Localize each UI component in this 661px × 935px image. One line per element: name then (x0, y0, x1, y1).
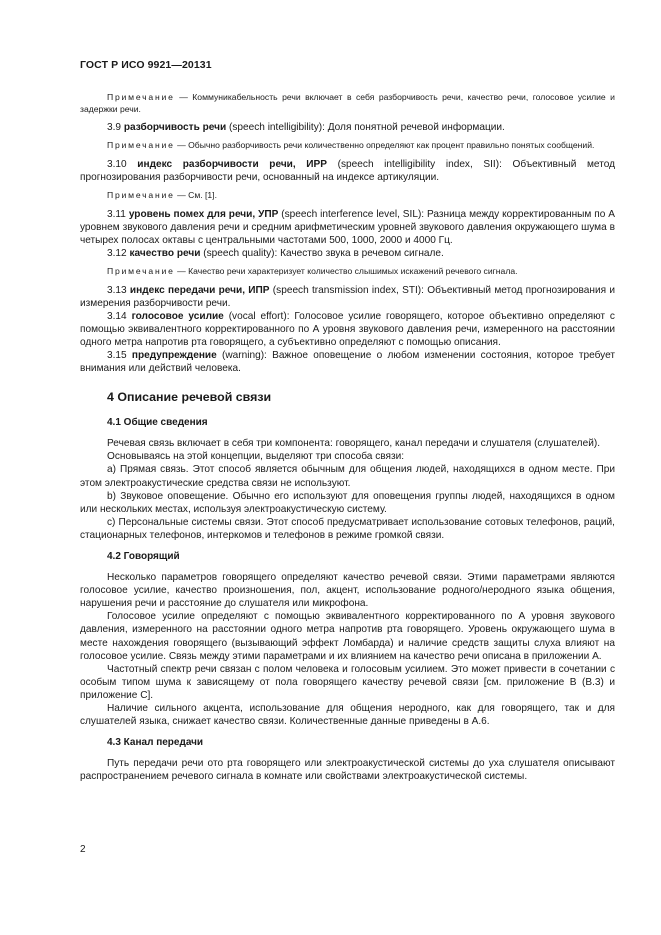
paragraph: Голосовое усилие определяют с помощью эквивалентного корректированного по А уровня звукового давления, измеренного на расстоянии одного метра напротив рта говорящего. Уровень окружающего шума в месте нахождения говорящего (вызывающий эффект Ломбарда) и наличие средств защиты слуха влияют на голосовое усилие. Связь между этими параметрами и их влиянием на качество речи описана в приложении А. (80, 611, 615, 662)
page-content (80, 92, 615, 783)
note-4: Примечание — Качество речи характеризует количество слышимых искажений речевого сигнала. (107, 266, 518, 277)
paragraph: Речевая связь включает в себя три компонента: говорящего, канал передачи и слушателя (слушателей). (107, 438, 600, 450)
term-3-15: 3.15 предупреждение (warning): Важное оповещение о любом изменении состояния, которое требует внимания или действий человека. (80, 350, 615, 375)
section-4-1-heading: 4.1 Общие сведения (107, 417, 208, 429)
term-3-9: 3.9 разборчивость речи (speech intelligibility): Доля понятной речевой информации. (107, 122, 505, 134)
document-header: ГОСТ Р ИСО 9921—20131 (80, 59, 212, 71)
note-label: Примечание (107, 92, 175, 102)
section-4-3-heading: 4.3 Канал передачи (107, 737, 204, 749)
note-label: Примечание (107, 190, 175, 201)
paragraph: Несколько параметров говорящего определяют качество речевой связи. Этими параметрами являются голосовое усилие, качество произношения, пол, акцент, использование родного/неродного языка общения, нарушения речи и расстояние до слушателя или микрофона. (80, 572, 615, 610)
term-3-11: 3.11 уровень помех для речи, УПР (speech interference level, SIL): Разница между корректированным по А уровнем звукового давления речи и средним арифметическим уровней звукового давления окружающего шума в четырех полосах октавы с центральными частотами 500, 1000, 2000 и 4000 Гц. (80, 208, 615, 246)
paragraph: Путь передачи речи ото рта говорящего или электроакустической системы до уха слушателя описывают распространением речевого сигнала в комнате или свойствами электроакустической системы. (80, 758, 615, 783)
note-label: Примечание (107, 140, 175, 151)
note-label: Примечание (107, 266, 175, 277)
paragraph: Наличие сильного акцента, использование для общения неродного, как для говорящего, так и для слушателей языка, снижает качество связи. Количественные данные приведены в А.6. (80, 702, 615, 728)
note-3: Примечание — См. [1]. (107, 190, 217, 201)
note-2: Примечание — Обычно разборчивость речи количественно определяют как процент правильно понятых сообщений. (107, 140, 595, 151)
note-1: Примечание — Коммуникабельность речи включает в себя разборчивость речи, качество речи, голосовое усилие и задержки речи. (80, 92, 615, 114)
page-number: 2 (80, 844, 86, 855)
paragraph: Основываясь на этой концепции, выделяют три способа связи: (107, 451, 405, 463)
list-item: c) Персональные системы связи. Этот способ предусматривает использование сотовых телефонов, раций, стационарных телефонов, интеркомов и телефонов в режиме громкой связи. (80, 516, 615, 541)
list-item: b) Звуковое оповещение. Обычно его используют для оповещения группы людей, находящихся в одном или нескольких местах, используя электроакустическую систему. (80, 490, 615, 515)
term-3-13: 3.13 индекс передачи речи, ИПР (speech transmission index, STI): Объективный метод прогнозирования и измерения разборчивости речи. (80, 284, 615, 309)
section-4-heading: 4 Описание речевой связи (107, 390, 272, 405)
section-4-2-heading: 4.2 Говорящий (107, 551, 180, 563)
list-item: a) Прямая связь. Этот способ является обычным для общения людей, находящихся в одном месте. При этом электроакустические средства связи не используют. (80, 464, 615, 489)
term-3-10: 3.10 индекс разборчивости речи, ИРР (speech intelligibility index, SII): Объективный метод прогнозирования разборчивости речи, основанный на индексе артикуляции. (80, 158, 615, 183)
term-3-12: 3.12 качество речи (speech quality): Качество звука в речевом сигнале. (107, 247, 444, 259)
term-3-14: 3.14 голосовое усилие (vocal effort): Голосовое усилие говорящего, которое объективно определяют с помощью эквивалентного корректированного по А уровня звукового давления речи, измеренного на расстоянии одного метра напротив рта говорящего, а субъективно определяют с помощью описания. (80, 310, 615, 348)
paragraph: Частотный спектр речи связан с полом человека и голосовым усилием. Это может привести в сочетании с особым типом шума к зависящему от пола говорящего качеству речевой связи [см. приложение В (В.3) и приложение С]. (80, 663, 615, 701)
